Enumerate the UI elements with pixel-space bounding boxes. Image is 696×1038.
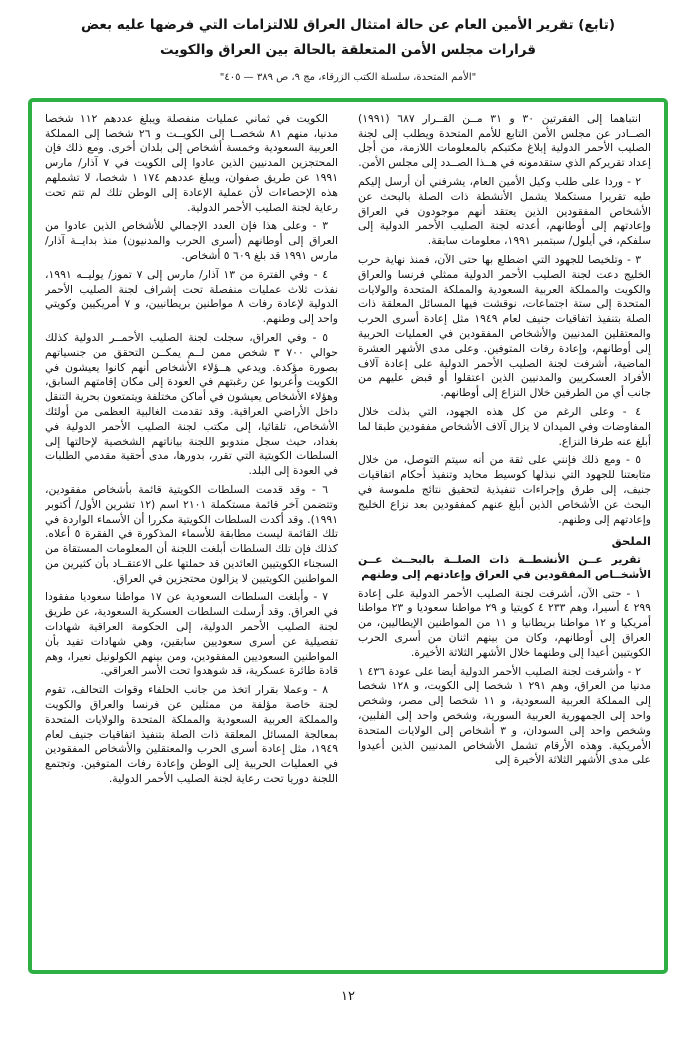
paragraph: ٦ - وقد قدمت السلطات الكويتية قائمة بأشخاص مفقودين، وتتضمن آخر قائمة مستكملة ٢١٠١ اسم (١٢ تشرين الأول/ أكتوبر ١٩٩١). وقد أكدت السلطات الكويتية مكررا أن الأسماء الواردة في تلك القائمة ليست مطابقة للأسماء المذكورة في الفقرة ٥ أعلاه. كذلك فإن تلك السلطات أبلغت اللجنة أن المعلومات المستقاة من السجناء الكويتيين العائدين قد حملتها على الاعتقــاد بأن كثيرين من المواطنين الكويتيين لا يزالون محتجزين في العراق. [45, 482, 338, 585]
paragraph: الكويت في ثماني عمليات منفصلة ويبلغ عددهم ١١٢ شخصا مدنيا، منهم ٨١ شخصــا إلى الكويــت و ٢٦ شخصا إلى المملكة العربية السعودية وخمسة أشخاص إلى بلدان أخرى. ومع ذلك فإن المحتجزين المدنيين الذين عادوا إلى الكويت في ٧ آذار/ مارس ١٩٩١ عن طريق صفوان، ويبلغ عددهم ١٧٤ ١ شخصا، لا تشملهم هذه الإحصاءات لأن عملية الإعادة إلى الوطن تلك لم تتم تحت رعاية لجنة الصليب الأحمر الدولية. [45, 111, 338, 214]
source-citation-line: "الأمم المتحدة، سلسلة الكتب الزرقاء، مج ٩، ص ٣٨٩ — ٤٠٥" [219, 71, 477, 83]
paragraph: ٥ - ومع ذلك فإنني على ثقة من أنه سيتم التوصل، من خلال متابعتنا للجهود التي نبذلها كوسيط محايد وتنفيذ أحكام اتفاقيات جنيف، إلى طرق وإجراءات تنفيذية لتحقيق نتائج ملموسة في البحث عن الأشخاص الذين أبلغ عنهم كمفقودين بعد نزاع الخليج وإعادتهم إلى وطنهم. [358, 453, 651, 526]
paragraph: ٢ - وردا على طلب وكيل الأمين العام، يشرفني أن أرسل إليكم طيه تقريرا مستكملا يشمل الأنشطة ذات الصلة بالبحث عن الأشخاص المفقودين الذين يعتقد أنهم موجودون في العراق وإعادتهم إلى أوطانهم، أعدته لجنة الصليب الأحمر الدولية إلى سلفكم، في أيلول/ سبتمبر ١٩٩١، معلومات سابقة. [358, 174, 651, 248]
paragraph: ٢ - وأشرفت لجنة الصليب الأحمر الدولية أيضا على عودة ٤٣٦ ١ مدنيا من العراق، وهم ٢٩١ ١ شخصا إلى الكويت، و ١٢٨ شخصا إلى المملكة العربية السعودية، و ١١ شخصا إلى مصر، وشخص واحد إلى الجمهورية العربية السورية، وشخص واحد إلى الفلبين، وشخص واحد إلى السودان، و ٣ أشخاص إلى الولايات المتحدة الأمريكية. وهذه الأرقام تشمل الأشخاص المدنيين الذين أعيدوا على مدى الأشهر الثلاثة الأخيرة إلى [358, 664, 651, 767]
title-line-1: (تابع) تقرير الأمين العام عن حالة امتثال العراق للالتزامات التي فرضها عليه بعض [80, 17, 615, 33]
paragraph: انتباهما إلى الفقرتين ٣٠ و ٣١ مــن القــرار ٦٨٧ (١٩٩١) الصــادر عن مجلس الأمن التابع للأمم المتحدة ويطلب إلى لجنة الصليب الأحمر الدولية إبلاغ مكتبكم بالمعلومات اللازمة، من أجل إعداد تقريركم الذي ستقدمونه في هــذا الصــدد إلى مجلس الأمن. [358, 111, 651, 170]
annex-heading: الملحق [611, 534, 651, 549]
two-column-text [45, 112, 651, 964]
paragraph: ٥ - وفي العراق، سجلت لجنة الصليب الأحمــر الدولية كذلك حوالي ٧٠٠ ٣ شخص ممن لــم يمكــن التحقق من جنسياتهم بصورة مؤكدة. ويدعي هــؤلاء الأشخاص أنهم كانوا يعيشون في الكويت وأعربوا عن رغبتهم في العودة إلى مكان إقامتهم السابق، وهؤلاء الأشخاص يعيشون في أماكن مختلفة ويتمتعون بحرية التنقل داخل الأراضي العراقية. وقد تقدمت الغالبية العظمى من أولئك الأشخاص، تلقائيا، إلى مكتب لجنة الصليب الأحمر الدولية في بغداد، حيث سجل مندوبو اللجنة بياناتهم الشخصية لإحالتها إلى السلطات الكويتية التي تقرر، بدورها، مدى أحقية مقدمي الطلبات في العودة إلى البلد. [45, 330, 338, 478]
paragraph: ٤ - وعلى الرغم من كل هذه الجهود، التي بذلت خلال المفاوضات وفي الميدان لا يزال آلاف الأشخاص مفقودين طبقا لما أبلغ عنه طرفا النزاع. [358, 404, 651, 448]
title-line-2: قرارات مجلس الأمن المتعلقة بالحالة بين العراق والكويت [159, 41, 537, 58]
paragraph: ٧ - وأبلغت السلطات السعودية عن ١٧ مواطنا سعوديا مفقودا في العراق. وقد أرسلت السلطات العسكرية السعودية، عن طريق لجنة الصليب الأحمر الدولية، إلى الحكومة العراقية شهادات تفصيلية عن أسرى سعوديين سابقين، وهي شهادات تفيد بأن المواطنين السعوديين المفقودين، ومن بينهم الكولونيل نعيرا، وهم قادة طائرة عسكرية، قد شوهدوا تحت الأسر العراقي. [45, 590, 338, 678]
green-content-frame [28, 98, 668, 974]
paragraph: ٣ - وتلخيصا للجهود التي اضطلع بها حتى الآن، فمنذ نهاية حرب الخليج دعت لجنة الصليب الأحمر الدولية ممثلي فرنسا والعراق والكويت والمملكة العربية السعودية والمملكة المتحدة والولايات المتحدة إلى ستة اجتماعات، نوقشت فيها المسائل المعلقة ذات الصلة بتنفيذ اتفاقيات جنيف لعام ١٩٤٩ مثل إعادة أسرى الحرب والمعتقلين المدنيين والأشخاص المفقودين في العمليات الحربية إلى أوطانهم، وإعادة رفات المتوفين. وعلى مدى الأشهر العشرة الماضية، أشرفت لجنة الصليب الأحمر الدولية على إعادة آلاف الأفراد العسكريين والمدنيين الذين اعتقلوا أو قبض عليهم من جانب أي من الطرفين خلال النزاع إلى أوطانهم. [358, 252, 651, 400]
paragraph: ٣ - وعلى هذا فإن العدد الإجمالي للأشخاص الذين عادوا من العراق إلى أوطانهم (أسرى الحرب والمدنيون) منذ بدايــة آذار/ مارس ١٩٩١ قد بلغ ٦٠٩ ٥ أشخاص. [45, 219, 338, 262]
column-left [45, 112, 338, 964]
paragraph: ٤ - وفي الفترة من ١٣ آذار/ مارس إلى ٧ تموز/ يوليــه ١٩٩١، نفذت ثلاث عمليات منفصلة تحت إشراف لجنة الصليب الأحمر الدولية لإعادة رفات ٨ مواطنين بريطانيين، و ٧ أمريكيين وكويتي واحد إلى وطنهم. [45, 267, 338, 326]
column-right [358, 112, 651, 964]
document-header [0, 0, 696, 83]
paragraph: ٨ - وعملا بقرار اتخذ من جانب الحلفاء وقوات التحالف، تقوم لجنة خاصة مؤلفة من ممثلين عن فرنسا والعراق والكويت والمملكة العربية السعودية والمملكة المتحدة والولايات المتحدة بمعالجة المسائل المعلقة ذات الصلة بتنفيذ اتفاقيات جنيف لعام ١٩٤٩، مثل إعادة أسرى الحرب والمعتقلين والأشخاص المفقودين في العمليات الحربية إلى الوطن وإعادة رفات المتوفين. وتجتمع اللجنة دوريا تحت رعاية لجنة الصليب الأحمر الدولية. [45, 683, 338, 786]
paragraph: ١ - حتى الآن، أشرفت لجنة الصليب الأحمر الدولية على إعادة ٢٩٩ ٤ أسيرا، وهم ٢٣٣ ٤ كويتيا و ٢٩ مواطنا سعوديا و ٢٣ مواطنا أمريكيا و ١٢ مواطنا بريطانيا و ١١ من المواطنين الإيطاليين، من العراق إلى أوطانهم، وكان من بينهم اثنان من أسرى الحرب الكويتيين أعيدا إلى وطنهما خلال الأشهر الثلاثة الأخيرة. [358, 586, 651, 659]
page-number: ١٢ [341, 988, 355, 1004]
annex-report-title: تقرير عــن الأنشطــة ذات الصلــة بالبحــث عــن الأشخــاص المفقودين في العراق وإعادتهم إلى وطنهم [358, 553, 651, 581]
